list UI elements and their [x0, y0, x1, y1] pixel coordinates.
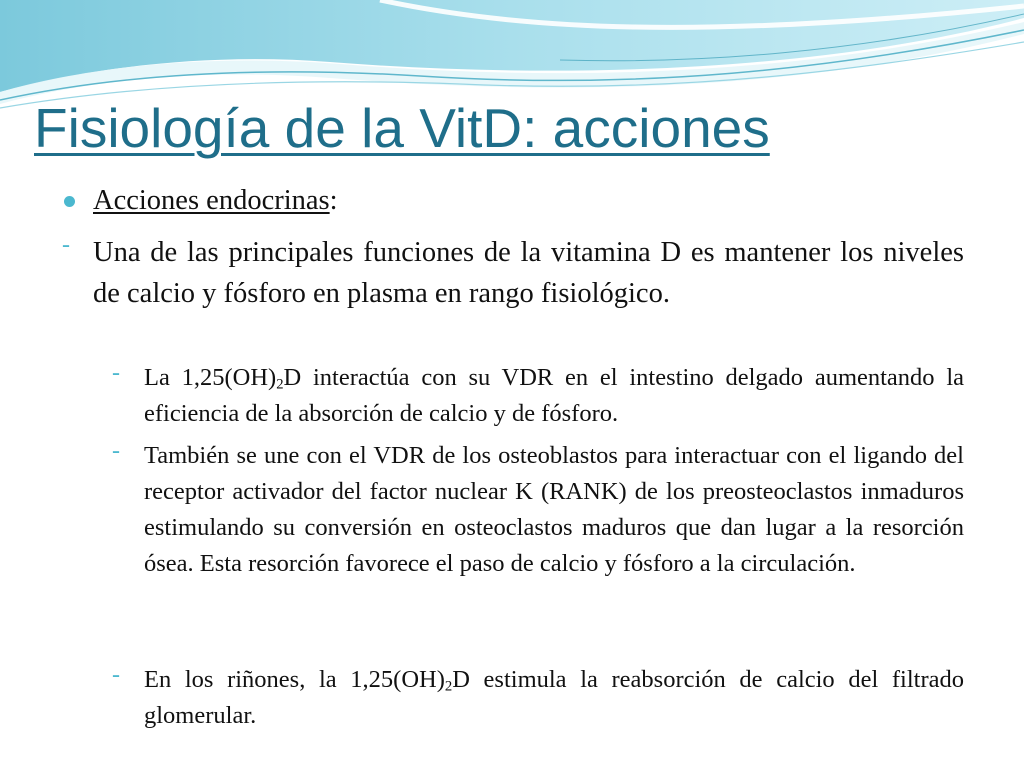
- list-item: [144, 360, 964, 432]
- subscript: 2: [276, 376, 284, 393]
- slide-title: Fisiología de la VitD: acciones: [34, 97, 770, 159]
- list-item: También se une con el VDR de los osteoblastos para interactuar con el ligando del receptor activador del factor nuclear K (RANK) de los preosteoclastos inmaduros estimulando su conversión en osteoclastos maduros que dan lugar a la resorción ósea. Esta resorción favorece el paso de calcio y fósforo a la circulación.: [144, 442, 964, 577]
- section-heading: [93, 180, 964, 221]
- list-item-text: La 1,25(OH): [144, 364, 277, 391]
- section-heading-colon: :: [329, 185, 338, 216]
- subscript: 2: [444, 678, 453, 695]
- bullet-dot-icon: [64, 196, 75, 207]
- intro-paragraph: Una de las principales funciones de la vitamina D es mantener los niveles de calcio y fósforo en plasma en rango fisiológico.: [93, 237, 964, 309]
- list-item-text: En los riñones, la 1,25(OH): [144, 666, 445, 693]
- dash-marker: -: [62, 232, 70, 258]
- dash-marker: -: [112, 438, 120, 464]
- dash-marker: -: [112, 662, 120, 688]
- dash-marker: -: [112, 360, 120, 386]
- list-item: [144, 662, 964, 734]
- section-heading-label: Acciones endocrinas: [93, 185, 330, 216]
- list-item-text: D interactúa con su VDR en el intestino delgado aumentando la eficiencia de la absorción de calcio y de fósforo.: [144, 364, 964, 427]
- list-item-text: D estimula la reabsorción de calcio del filtrado glomerular.: [144, 666, 964, 729]
